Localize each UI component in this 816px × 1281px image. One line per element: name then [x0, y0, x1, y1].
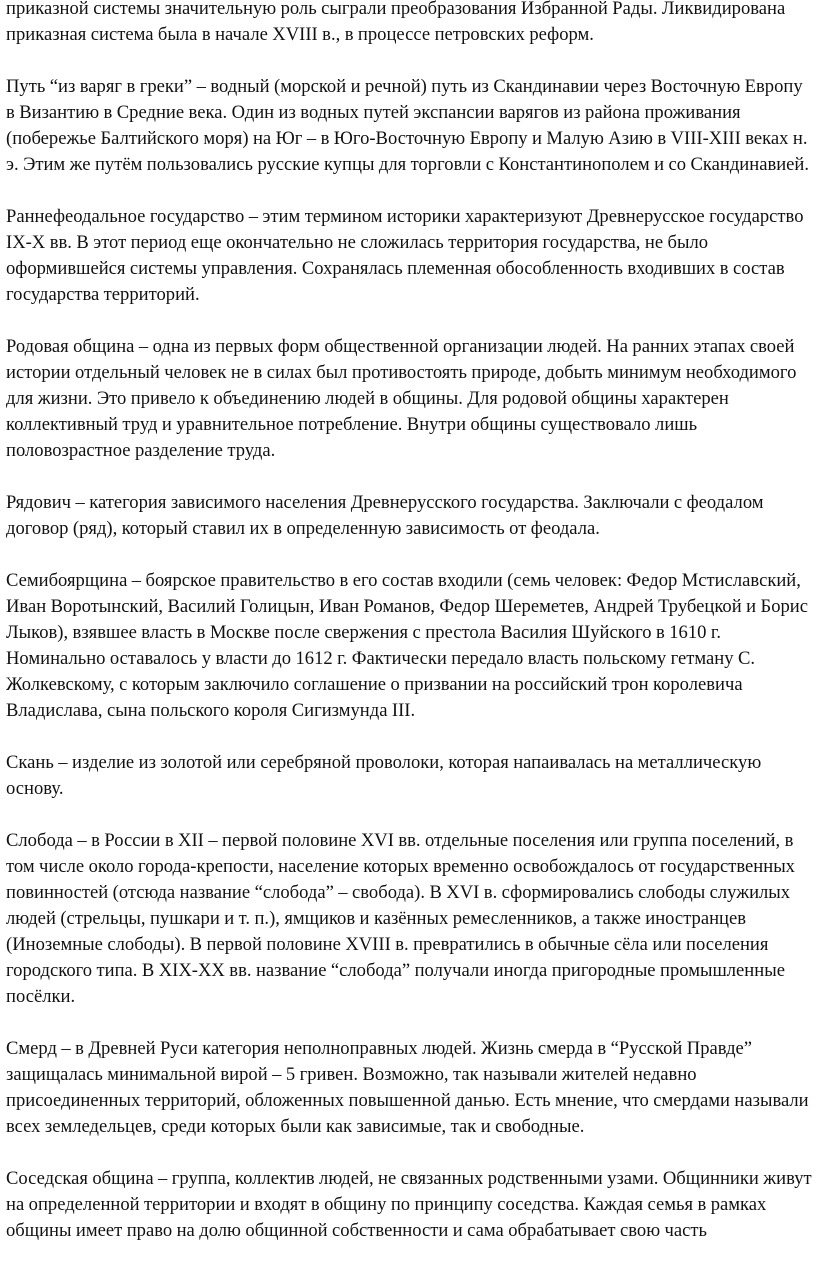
- paragraph-smerd: Смерд – в Древней Руси категория неполноправных людей. Жизнь смерда в “Русской Правде” защищалась минимальной вирой – 5 гривен. Возможно, так называли жителей недавно присоединенных территорий, обложенных повышенной данью. Есть мнение, что смердами называли всех земледельцев, среди которых были как зависимые, так и свободные.: [6, 1038, 809, 1137]
- paragraph-rodovaya-obshchina: Родовая община – одна из первых форм общественной организации людей. На ранних этапах своей истории отдельный человек не в силах был противостоять природе, добыть минимум необходимого для жизни. Это привело к объединению людей в общины. Для родовой общины характерен коллективный труд и уравнительное потребление. Внутри общины существовало лишь половозрастное разделение труда.: [6, 336, 797, 461]
- paragraph-ryadovich: Рядович – категория зависимого населения Древнерусского государства. Заключали с феодалом договор (ряд), который ставил их в определенную зависимость от феодала.: [6, 492, 764, 539]
- paragraph-put-iz-varyag: Путь “из варяг в греки” – водный (морской и речной) путь из Скандинавии через Восточную Европу в Византию в Средние века. Один из водных путей экспансии варягов из района проживания (побережье Балтийского моря) на Юг – в Юго-Восточную Европу и Малую Азию в VIII-XIII веках н. э. Этим же путём пользовались русские купцы для торговли с Константинополем и со Скандинавией.: [6, 76, 810, 175]
- paragraph-sloboda: Слобода – в России в XII – первой половине XVI вв. отдельные поселения или группа поселений, в том числе около города-крепости, население которых временно освобождалось от государственных повинностей (отсюда название “слобода” – свобода). В XVI в. сформировались слободы служилых людей (стрельцы, пушкари и т. п.), ямщиков и казённых ремесленников, а также иностранцев (Иноземные слободы). В первой половине XVIII в. превратились в обычные сёла или поселения городского типа. В XIX-XX вв. название “слобода” получали иногда пригородные промышленные посёлки.: [6, 830, 795, 1007]
- paragraph-prikaznaya-sistema: приказной системы значительную роль сыграли преобразования Избранной Рады. Ликвидирована приказная система была в начале XVIII в., в процессе петровских реформ.: [6, 0, 786, 45]
- paragraph-skan: Скань – изделие из золотой или серебряной проволоки, которая напаивалась на металлическую основу.: [6, 752, 762, 799]
- paragraph-semiboyarshchina: Семибоярщина – боярское правительство в его состав входили (семь человек: Федор Мстиславский, Иван Воротынский, Василий Голицын, Иван Романов, Федор Шереметев, Андрей Трубецкой и Борис Лыков), взявшее власть в Москве после свержения с престола Василия Шуйского в 1610 г. Номинально оставалось у власти до 1612 г. Фактически передало власть польскому гетману С. Жолкевскому, с которым заключило соглашение о призвании на российский трон королевича Владислава, сына польского короля Сигизмунда III.: [6, 570, 808, 721]
- document-page: [6, 0, 812, 1270]
- paragraph-sosedskaya-obshchina: Соседская община – группа, коллектив людей, не связанных родственными узами. Общинники живут на определенной территории и входят в общину по принципу соседства. Каждая семья в рамках общины имеет право на долю общинной собственности и сама обрабатывает свою часть: [6, 1168, 812, 1241]
- paragraph-rannefeodalnoe-gosudarstvo: Раннефеодальное государство – этим термином историки характеризуют Древнерусское государство IX-X вв. В этот период еще окончательно не сложилась территория государства, не было оформившейся системы управления. Сохранялась племенная обособленность входивших в состав государства территорий.: [6, 206, 804, 305]
